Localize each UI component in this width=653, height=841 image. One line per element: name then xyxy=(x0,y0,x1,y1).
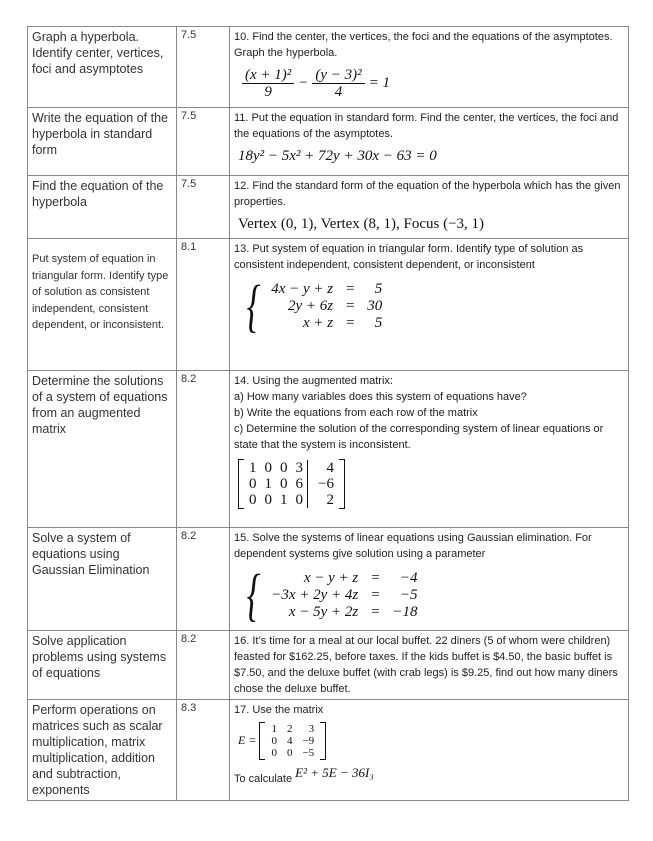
calc-label: To calculate xyxy=(234,773,293,785)
cell: 1 xyxy=(280,492,288,508)
operator: − xyxy=(298,74,309,91)
table-row xyxy=(28,631,629,700)
denominator: 9 xyxy=(264,84,272,100)
rhs: −18 xyxy=(392,603,418,620)
table-row xyxy=(28,108,629,176)
table-row xyxy=(28,27,629,108)
cell: −6 xyxy=(308,476,338,492)
lhs: x − 5y + 2z xyxy=(288,603,359,620)
objective: Graph a hyperbola. Identify center, vertices, foci and asymptotes xyxy=(28,27,177,108)
question: 10. Find the center, the vertices, the foci and the equations of the asymptotes. Graph the hyperbola. xyxy=(234,31,613,59)
cell: 1 xyxy=(264,476,272,492)
cell: 0 xyxy=(280,460,288,476)
cell: 4 xyxy=(308,460,338,476)
cell: 2 xyxy=(308,492,338,508)
rhs: 5 xyxy=(374,314,383,331)
question: 13. Put system of equation in triangular form. Identify type of solution as consistent independent, consistent dependent, or inconsistent xyxy=(234,243,584,271)
cell: 4 xyxy=(286,735,293,747)
question: 11. Put the equation in standard form. Find the center, the vertices, the foci and the equations of the asymptotes. xyxy=(234,112,619,140)
section: 7.5 xyxy=(177,176,230,239)
objective: Write the equation of the hyperbola in standard form xyxy=(28,108,177,176)
eq: = xyxy=(370,586,381,603)
eq: = xyxy=(370,569,381,586)
cell: 1 xyxy=(271,723,277,735)
equation-system xyxy=(242,562,624,627)
brace-icon: { xyxy=(246,273,261,338)
cell: 0 xyxy=(295,492,303,508)
lhs: x − y + z xyxy=(303,569,359,586)
section: 8.2 xyxy=(177,631,230,700)
objective: Perform operations on matrices such as scalar multiplication, matrix multiplication, addition and subtraction, exponents xyxy=(28,700,177,801)
cell: −5 xyxy=(302,747,315,759)
cell: −9 xyxy=(302,735,315,747)
section: 7.5 xyxy=(177,27,230,108)
objective: Determine the solutions of a system of equations from an augmented matrix xyxy=(28,371,177,528)
rhs: 30 xyxy=(367,297,383,314)
objective: Solve a system of equations using Gaussian Elimination xyxy=(28,528,177,631)
cell: 1 xyxy=(249,460,257,476)
cell: 0 xyxy=(249,492,257,508)
eq: = xyxy=(370,603,381,620)
cell: 2 xyxy=(286,723,293,735)
section: 8.1 xyxy=(177,239,230,371)
rhs: 5 xyxy=(374,280,383,297)
part-a: a) How many variables does this system of equations have? xyxy=(234,391,527,403)
eq: = xyxy=(345,280,356,297)
numerator: (x + 1)² xyxy=(242,67,294,84)
equation: 18y² − 5x² + 72y + 30x − 63 = 0 xyxy=(238,148,437,164)
question: 12. Find the standard form of the equation of the hyperbola which has the given properties. xyxy=(234,180,621,208)
objective: Find the equation of the hyperbola xyxy=(28,176,177,239)
section: 7.5 xyxy=(177,108,230,176)
rhs: −4 xyxy=(399,569,418,586)
table-row xyxy=(28,239,629,371)
cell: 0 xyxy=(271,735,277,747)
question: 15. Solve the systems of linear equations using Gaussian elimination. For dependent systems give solution using a parameter xyxy=(234,532,592,560)
section: 8.2 xyxy=(177,528,230,631)
matrix-e xyxy=(259,722,326,760)
part-b: b) Write the equations from each row of the matrix xyxy=(234,407,478,419)
lhs: 4x − y + z xyxy=(271,280,334,297)
objective: Solve application problems using systems of equations xyxy=(28,631,177,700)
equation: Vertex (0, 1), Vertex (8, 1), Focus (−3, 1) xyxy=(238,216,485,232)
section: 8.3 xyxy=(177,700,230,801)
cell: 0 xyxy=(271,747,277,759)
eq: = xyxy=(345,297,356,314)
rhs: = 1 xyxy=(368,74,391,91)
cell: 0 xyxy=(249,476,257,492)
lhs: x + z xyxy=(302,314,334,331)
cell: 0 xyxy=(264,492,272,508)
eq: = xyxy=(345,314,356,331)
cell: 3 xyxy=(308,723,315,735)
cell: 3 xyxy=(295,460,303,476)
objectives-table xyxy=(27,26,629,801)
cell: 0 xyxy=(280,476,288,492)
brace-icon: { xyxy=(246,562,261,627)
calc-expression: E² + 5E − 36I₃ xyxy=(295,765,374,780)
cell: 0 xyxy=(264,460,272,476)
equation-system xyxy=(242,273,624,338)
table-row xyxy=(28,371,629,528)
rhs: −5 xyxy=(399,586,418,603)
objective: Put system of equation in triangular form. Identify type of solution as consistent independent, consistent dependent, or inconsistent. xyxy=(28,239,177,371)
matrix-label: E = xyxy=(238,732,257,747)
table-row xyxy=(28,528,629,631)
lhs: 2y + 6z xyxy=(287,297,334,314)
question: 16. It’s time for a meal at our local buffet. 22 diners (5 of whom were children) feasted for $162.25, before taxes. If the kids buffet is $4.50, the basic buffet is $7.50, and the deluxe buffet (with crab legs) is $9.25, find out how many diners chose the deluxe buffet. xyxy=(230,631,629,700)
question: 14. Using the augmented matrix: xyxy=(234,375,393,387)
augmented-matrix xyxy=(238,459,345,509)
question: 17. Use the matrix xyxy=(234,704,324,716)
part-c: c) Determine the solution of the corresponding system of linear equations or state that the system is inconsistent. xyxy=(234,423,604,451)
cell: 6 xyxy=(295,476,303,492)
equation xyxy=(238,67,624,100)
lhs: −3x + 2y + 4z xyxy=(271,586,359,603)
denominator: 4 xyxy=(334,84,343,100)
table-row xyxy=(28,700,629,801)
section: 8.2 xyxy=(177,371,230,528)
cell: 0 xyxy=(286,747,293,759)
numerator: (y − 3)² xyxy=(312,67,364,84)
table-row xyxy=(28,176,629,239)
